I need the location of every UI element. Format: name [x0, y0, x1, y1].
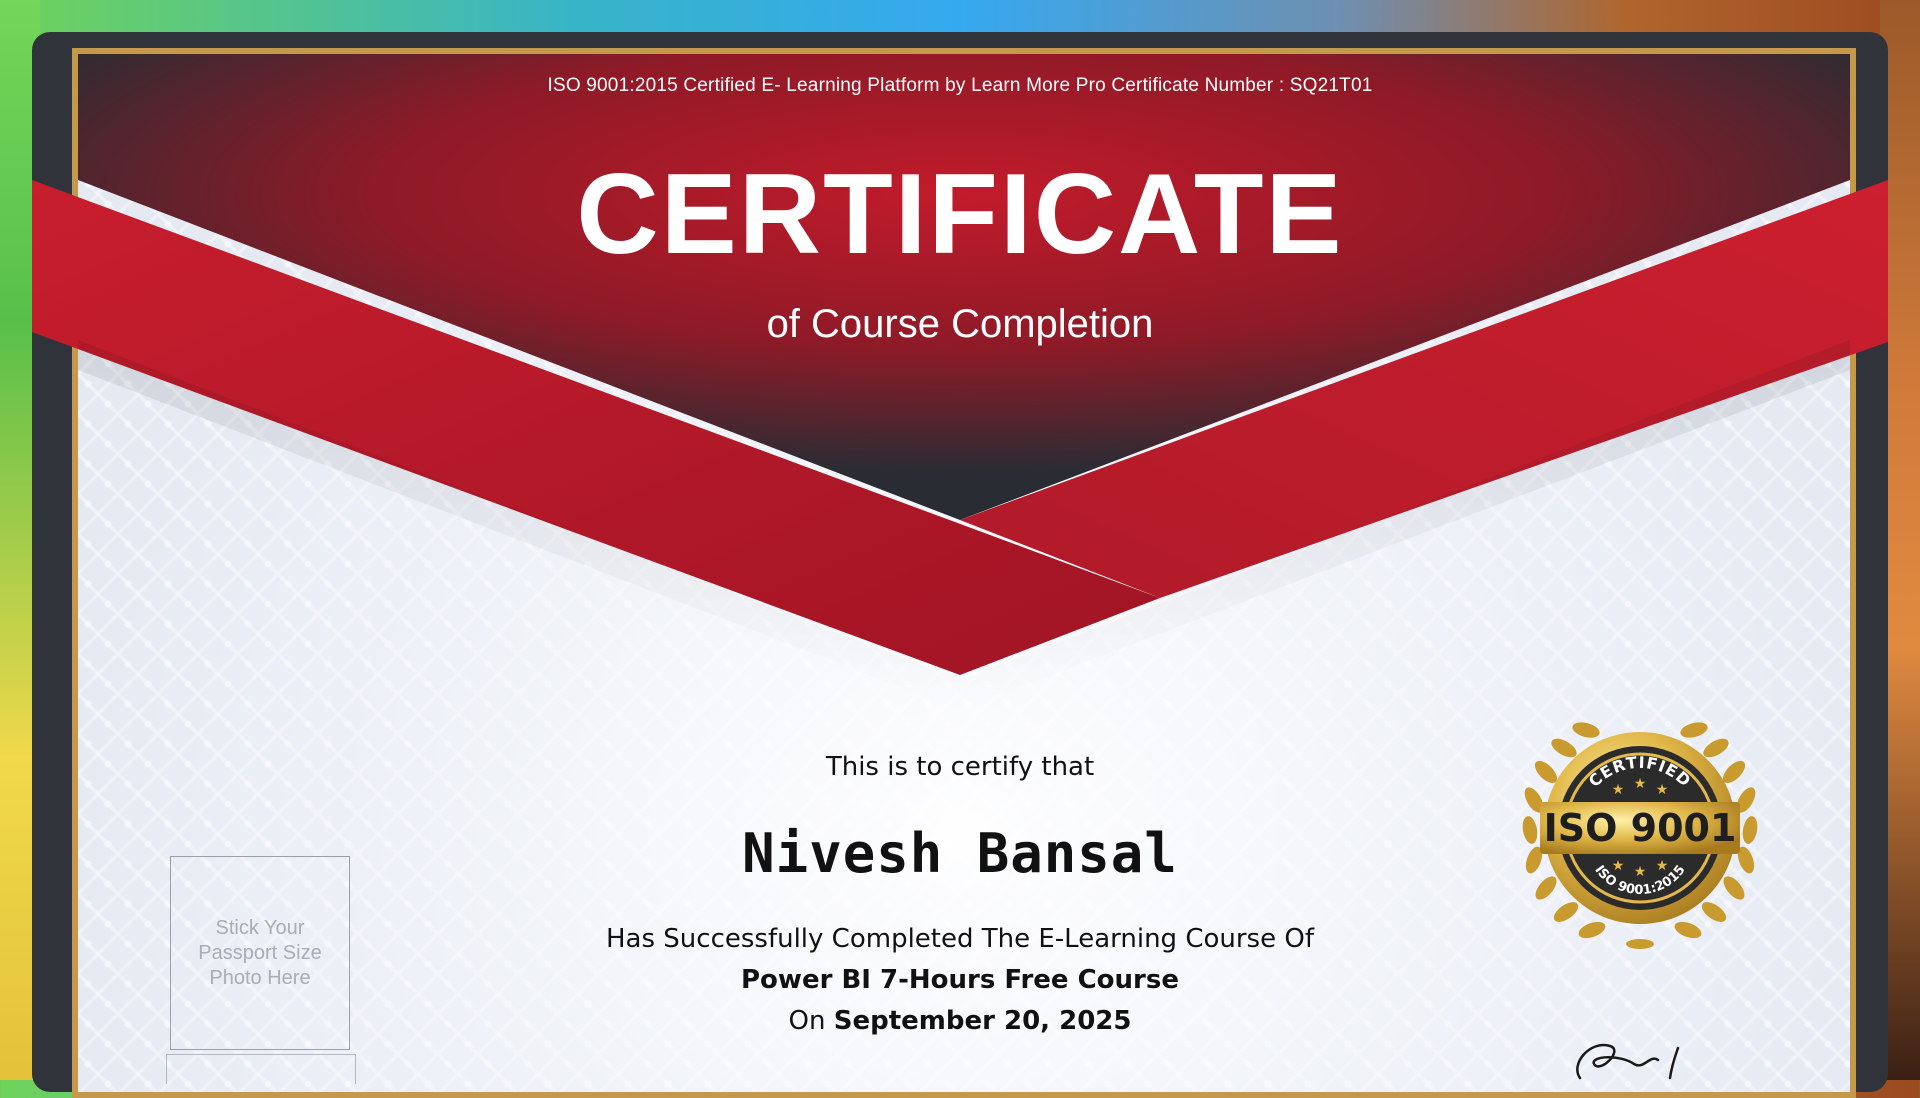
photo-placeholder-text: Stick Your Passport Size Photo Here	[198, 916, 322, 989]
iso-certification-line: ISO 9001:2015 Certified E- Learning Platform by Learn More Pro Certificate Number : SQ21T01	[547, 75, 1373, 96]
date-prefix: On	[788, 1006, 826, 1036]
recipient-name: Nivesh Bansal	[742, 822, 1178, 885]
course-name: Power BI 7-Hours Free Course	[741, 965, 1179, 995]
seal-top-text: CERTIFIED	[1584, 752, 1696, 791]
photo-placeholder-box	[170, 856, 350, 1050]
svg-text:★: ★	[1655, 782, 1669, 798]
signature-icon	[1560, 1034, 1710, 1080]
svg-text:★: ★	[1611, 858, 1625, 874]
svg-text:★: ★	[1633, 776, 1647, 792]
certificate-title: CERTIFICATE	[576, 151, 1344, 278]
certify-text: This is to certify that	[825, 752, 1095, 782]
certificate-subtitle: of Course Completion	[766, 302, 1154, 346]
svg-text:★: ★	[1655, 858, 1669, 874]
svg-text:★: ★	[1633, 864, 1647, 880]
completion-date: September 20, 2025	[833, 1006, 1132, 1036]
seal-main-text: ISO 9001	[1543, 806, 1737, 850]
iso-seal-icon	[1500, 700, 1780, 960]
seal-bottom-text: ISO 9001:2015	[1591, 862, 1689, 899]
svg-text:★: ★	[1611, 782, 1625, 798]
completed-text: Has Successfully Completed The E-Learning Course Of	[606, 924, 1314, 954]
